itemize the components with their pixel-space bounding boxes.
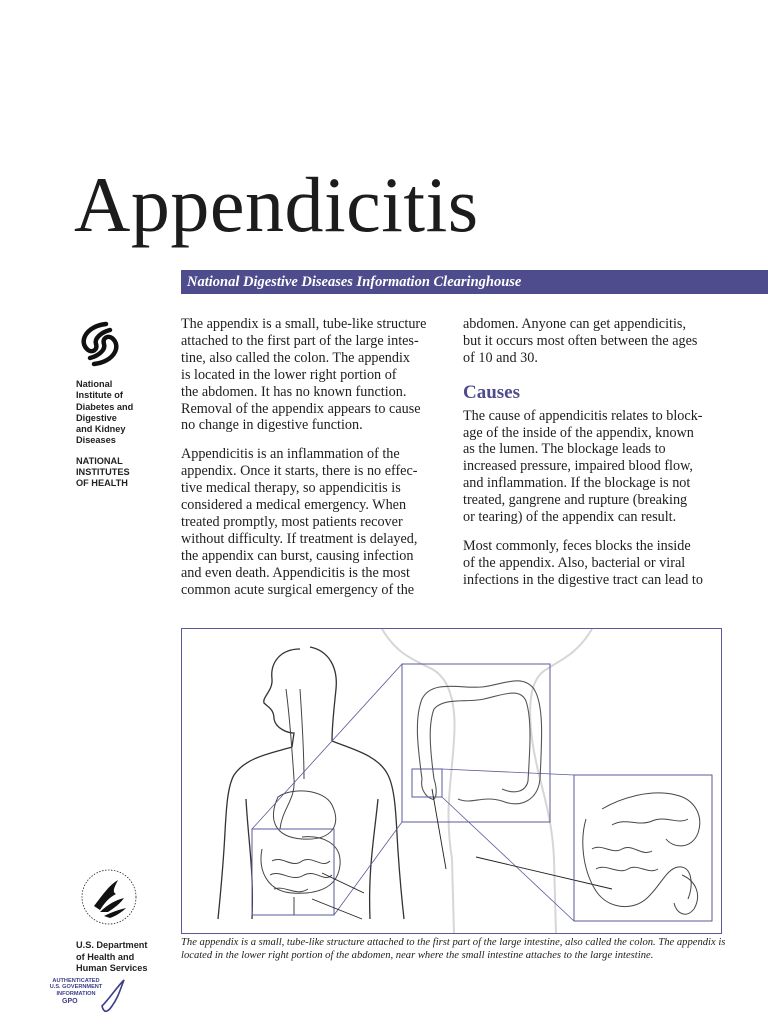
agency-line: Institute of — [76, 390, 123, 401]
gpo-eagle-icon — [98, 976, 128, 1016]
nih-name — [76, 456, 166, 490]
paragraph: abdomen. Anyone can get appendicitis, but it occurs most often between the ages of 10 and 30. — [463, 316, 698, 366]
colon-drawing — [417, 681, 541, 804]
figure-caption: The appendix is a small, tube-like structure attached to the first part of the large intestine, also called the colon. The appendix is located in the lower right portion of the abdomen, near where the small intestine attaches to the large intestine. — [181, 937, 726, 961]
gpo-line: U.S. GOVERNMENT — [49, 984, 103, 991]
niddk-logo-icon — [76, 320, 124, 368]
page-title: Appendicitis — [74, 161, 479, 248]
clearinghouse-banner: National Digestive Diseases Information Clearinghouse — [181, 270, 768, 294]
paragraph: Most commonly, feces blocks the inside of the appendix. Also, bacterial or viral infections in the digestive tract can lead to — [463, 537, 703, 588]
agency-line: National — [76, 379, 113, 389]
agency-line: Digestive — [76, 412, 117, 423]
anatomy-drawing — [182, 629, 722, 934]
human-outline — [218, 647, 404, 919]
hhs-seal-icon — [78, 866, 140, 928]
hhs-line: U.S. Department — [76, 940, 148, 950]
text-column-right — [463, 316, 723, 601]
section-heading-causes: Causes — [463, 381, 521, 403]
nih-line: OF HEALTH — [76, 478, 128, 489]
gpo-authentication-seal — [46, 976, 136, 1016]
hhs-line: of Health and — [76, 951, 135, 962]
appendix-illustration — [181, 628, 722, 934]
nih-line: NATIONAL — [76, 455, 123, 466]
agency-line: and Kidney — [76, 424, 126, 435]
paragraph: Appendicitis is an inflammation of the appendix. Once it starts, there is no effec- tive medical therapy, so appendicitis is considered a medical emergency. When treated promptly, most patients recover without difficulty. If treatment is delayed, the appendix can burst, causing infection and even death. Appendicitis is the most common acute surgical emergency of the — [181, 446, 418, 598]
digestive-tract — [261, 689, 340, 915]
paragraph: The cause of appendicitis relates to block- age of the inside of the appendix, known as the lumen. The blockage leads to increased pressure, impaired blood flow, and inflammation. If the blockage is not treated, gangrene and rupture (breaking or tearing) of the appendix can result. — [463, 407, 703, 526]
gpo-line: AUTHENTICATED — [52, 978, 100, 984]
gpo-line: INFORMATION — [56, 990, 96, 997]
hhs-name — [76, 940, 166, 975]
nih-line: INSTITUTES — [76, 467, 130, 478]
text-column-left — [181, 316, 441, 611]
paragraph: The appendix is a small, tube-like structure attached to the first part of the large intes- tine, also called the colon. The appendix is located in the lower right portion of the abdomen. It has no known function. Removal of the appendix appears to cause no change in digestive function. — [181, 316, 427, 434]
agency-name — [76, 379, 166, 490]
agency-line: Diabetes and — [76, 401, 134, 412]
hhs-line: Human Services — [76, 963, 148, 973]
appendix-detail-drawing — [583, 793, 700, 914]
agency-line: Diseases — [76, 435, 116, 446]
gpo-label: GPO — [62, 998, 78, 1005]
gpo-seal-text — [46, 978, 106, 997]
